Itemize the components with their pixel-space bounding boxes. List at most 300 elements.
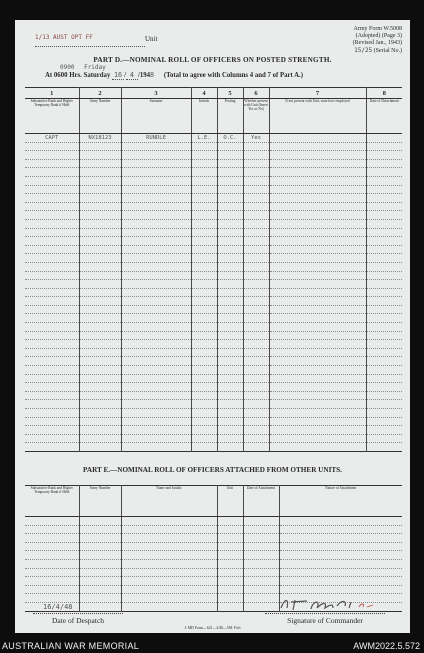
empty-cell: [79, 525, 121, 534]
empty-row: [25, 585, 402, 594]
empty-cell: [269, 331, 366, 340]
empty-row: [25, 202, 402, 211]
form-number: Army Form W.5008: [353, 26, 402, 32]
empty-cell: [121, 417, 191, 426]
empty-cell: [79, 348, 121, 357]
empty-cell: [269, 254, 366, 263]
empty-cell: [366, 142, 402, 151]
empty-cell: [25, 245, 79, 254]
cell-posting: O.C.: [217, 134, 243, 143]
empty-cell: [25, 202, 79, 211]
signature-line: [265, 613, 385, 614]
empty-cell: [217, 357, 243, 366]
empty-row: [25, 314, 402, 323]
empty-cell: [79, 211, 121, 220]
empty-cell: [243, 542, 279, 551]
empty-cell: [243, 551, 279, 560]
empty-cell: [121, 194, 191, 203]
empty-cell: [79, 400, 121, 409]
empty-row: [25, 357, 402, 366]
empty-cell: [217, 194, 243, 203]
empty-cell: [217, 602, 243, 611]
empty-cell: [121, 219, 191, 228]
empty-cell: [243, 280, 269, 289]
empty-cell: [269, 314, 366, 323]
empty-cell: [25, 534, 79, 543]
empty-cell: [121, 400, 191, 409]
form-reference: [353, 26, 402, 55]
empty-cell: [243, 254, 269, 263]
empty-cell: [243, 568, 279, 577]
empty-cell: [279, 559, 402, 568]
column-header-name: Name and Initials: [121, 486, 217, 517]
empty-cell: [243, 434, 269, 443]
empty-row: [25, 577, 402, 586]
empty-cell: [366, 417, 402, 426]
column-header-row: [25, 99, 402, 134]
empty-cell: [217, 542, 243, 551]
empty-cell: [191, 228, 217, 237]
empty-cell: [243, 245, 269, 254]
empty-cell: [25, 374, 79, 383]
empty-cell: [279, 577, 402, 586]
empty-cell: [121, 434, 191, 443]
column-header-attachment-nature: Nature of Attachment: [279, 486, 402, 517]
empty-cell: [366, 185, 402, 194]
empty-cell: [279, 568, 402, 577]
empty-cell: [79, 194, 121, 203]
empty-row: [25, 211, 402, 220]
empty-cell: [217, 340, 243, 349]
empty-cell: [191, 151, 217, 160]
empty-cell: [25, 559, 79, 568]
empty-cell: [121, 559, 217, 568]
serial-label: (Serial No.): [373, 48, 402, 54]
empty-cell: [243, 409, 269, 418]
empty-cell: [79, 366, 121, 375]
empty-cell: [25, 568, 79, 577]
empty-cell: [191, 159, 217, 168]
empty-cell: [279, 525, 402, 534]
empty-cell: [121, 271, 191, 280]
empty-cell: [191, 323, 217, 332]
empty-cell: [217, 142, 243, 151]
empty-cell: [121, 245, 191, 254]
empty-cell: [191, 443, 217, 452]
column-header-rank: Substantive Rank and Higher Temporary Rank if Held: [25, 99, 79, 134]
empty-cell: [25, 211, 79, 220]
empty-cell: [25, 525, 79, 534]
empty-cell: [25, 383, 79, 392]
empty-cell: [269, 400, 366, 409]
empty-cell: [25, 443, 79, 452]
empty-row: [25, 568, 402, 577]
empty-cell: [121, 568, 217, 577]
empty-row: [25, 237, 402, 246]
empty-cell: [79, 357, 121, 366]
empty-row: [25, 254, 402, 263]
empty-row: [25, 400, 402, 409]
empty-cell: [366, 194, 402, 203]
empty-cell: [25, 434, 79, 443]
empty-cell: [269, 297, 366, 306]
empty-cell: [269, 219, 366, 228]
empty-cell: [25, 151, 79, 160]
empty-cell: [79, 594, 121, 603]
column-header-posting: Posting: [217, 99, 243, 134]
empty-cell: [25, 176, 79, 185]
empty-cell: [25, 417, 79, 426]
empty-cell: [217, 568, 243, 577]
empty-cell: [25, 366, 79, 375]
empty-cell: [243, 262, 269, 271]
unit-field: 1/13 AUST OPT FF: [35, 34, 145, 47]
empty-cell: [79, 262, 121, 271]
empty-cell: [217, 383, 243, 392]
empty-cell: [269, 426, 366, 435]
empty-cell: [121, 517, 217, 526]
empty-cell: [25, 357, 79, 366]
empty-cell: [79, 568, 121, 577]
empty-row: [25, 409, 402, 418]
empty-cell: [366, 434, 402, 443]
empty-cell: [25, 168, 79, 177]
serial-value: 15/25: [354, 47, 373, 54]
empty-cell: [366, 383, 402, 392]
empty-cell: [243, 228, 269, 237]
empty-cell: [121, 280, 191, 289]
empty-cell: [121, 254, 191, 263]
empty-cell: [191, 280, 217, 289]
empty-cell: [243, 323, 269, 332]
empty-cell: [25, 594, 79, 603]
column-number: 8: [366, 88, 402, 99]
empty-cell: [366, 331, 402, 340]
empty-cell: [79, 254, 121, 263]
empty-row: [25, 559, 402, 568]
part-d-empty-rows: [25, 142, 402, 451]
empty-cell: [79, 288, 121, 297]
empty-cell: [79, 551, 121, 560]
empty-row: [25, 417, 402, 426]
empty-row: [25, 426, 402, 435]
empty-cell: [243, 357, 269, 366]
empty-cell: [269, 245, 366, 254]
empty-row: [25, 280, 402, 289]
empty-row: [25, 534, 402, 543]
empty-cell: [366, 348, 402, 357]
empty-cell: [217, 219, 243, 228]
empty-cell: [191, 202, 217, 211]
empty-row: [25, 366, 402, 375]
empty-cell: [25, 219, 79, 228]
empty-cell: [217, 391, 243, 400]
empty-cell: [243, 585, 279, 594]
empty-cell: [79, 409, 121, 418]
handwritten-day: Friday: [84, 64, 106, 71]
empty-cell: [269, 271, 366, 280]
empty-cell: [269, 280, 366, 289]
empty-cell: [79, 168, 121, 177]
empty-cell: [217, 288, 243, 297]
empty-cell: [79, 219, 121, 228]
empty-cell: [25, 297, 79, 306]
empty-cell: [217, 254, 243, 263]
empty-cell: [366, 151, 402, 160]
empty-cell: [217, 594, 243, 603]
empty-cell: [79, 305, 121, 314]
empty-cell: [191, 245, 217, 254]
empty-cell: [366, 400, 402, 409]
empty-cell: [79, 331, 121, 340]
empty-cell: [269, 142, 366, 151]
empty-cell: [25, 517, 79, 526]
empty-row: [25, 194, 402, 203]
empty-cell: [25, 288, 79, 297]
empty-cell: [269, 391, 366, 400]
empty-cell: [366, 340, 402, 349]
column-number: 7: [269, 88, 366, 99]
despatch-line: [33, 613, 123, 614]
empty-cell: [243, 534, 279, 543]
empty-cell: [279, 534, 402, 543]
empty-cell: [366, 211, 402, 220]
empty-cell: [79, 185, 121, 194]
empty-cell: [366, 271, 402, 280]
empty-cell: [269, 305, 366, 314]
empty-cell: [366, 288, 402, 297]
date-month: 4: [126, 71, 138, 80]
empty-cell: [191, 383, 217, 392]
empty-cell: [121, 202, 191, 211]
empty-row: [25, 176, 402, 185]
total-note: (Total to agree with Columns 4 and 7 of Part A.): [163, 72, 303, 79]
empty-row: [25, 340, 402, 349]
empty-cell: [217, 168, 243, 177]
empty-cell: [217, 434, 243, 443]
empty-cell: [243, 297, 269, 306]
column-header-unit: Unit: [217, 486, 243, 517]
empty-cell: [25, 142, 79, 151]
empty-cell: [79, 443, 121, 452]
empty-cell: [243, 366, 269, 375]
printer-imprint: J. MD Form—621—2/46—5M. Fols: [184, 626, 241, 630]
empty-cell: [217, 366, 243, 375]
part-d-title: PART D.—NOMINAL ROLL OF OFFICERS ON POSTED STRENGTH.: [93, 56, 332, 64]
empty-cell: [25, 542, 79, 551]
empty-cell: [217, 176, 243, 185]
empty-row: [25, 323, 402, 332]
empty-cell: [243, 517, 279, 526]
empty-cell: [217, 331, 243, 340]
empty-cell: [217, 559, 243, 568]
empty-cell: [79, 391, 121, 400]
empty-cell: [269, 443, 366, 452]
empty-cell: [279, 517, 402, 526]
empty-cell: [79, 534, 121, 543]
cell-present: Yes: [243, 134, 269, 143]
empty-cell: [79, 237, 121, 246]
empty-cell: [79, 602, 121, 611]
empty-cell: [25, 391, 79, 400]
empty-cell: [366, 202, 402, 211]
empty-cell: [79, 159, 121, 168]
part-e-title: PART E.—NOMINAL ROLL OF OFFICERS ATTACHED FROM OTHER UNITS.: [83, 466, 342, 474]
empty-row: [25, 159, 402, 168]
empty-cell: [121, 159, 191, 168]
empty-cell: [121, 331, 191, 340]
empty-cell: [243, 305, 269, 314]
empty-cell: [269, 176, 366, 185]
empty-cell: [121, 168, 191, 177]
column-number-row: [25, 88, 402, 99]
empty-cell: [121, 185, 191, 194]
empty-cell: [366, 228, 402, 237]
empty-cell: [121, 228, 191, 237]
empty-cell: [25, 305, 79, 314]
empty-cell: [243, 443, 269, 452]
column-number: 6: [243, 88, 269, 99]
empty-cell: [243, 211, 269, 220]
empty-cell: [121, 176, 191, 185]
empty-cell: [121, 340, 191, 349]
empty-cell: [269, 202, 366, 211]
empty-cell: [269, 383, 366, 392]
empty-cell: [25, 280, 79, 289]
empty-cell: [121, 594, 217, 603]
empty-cell: [217, 551, 243, 560]
table-row: [25, 134, 402, 143]
date-year-prefix: /194: [137, 72, 151, 79]
empty-cell: [243, 602, 279, 611]
date-day: 16: [113, 71, 123, 79]
empty-row: [25, 271, 402, 280]
strength-date-line: At 0600 Hrs. Saturday 16 / 4 /1948 (Total to agree with Columns 4 and 7 of Part A.): [45, 71, 303, 79]
empty-cell: [79, 176, 121, 185]
empty-cell: [366, 245, 402, 254]
empty-cell: [217, 577, 243, 586]
empty-cell: [25, 159, 79, 168]
empty-cell: [243, 340, 269, 349]
empty-cell: [121, 151, 191, 160]
empty-cell: [25, 426, 79, 435]
empty-cell: [25, 254, 79, 263]
empty-cell: [269, 409, 366, 418]
empty-cell: [243, 426, 269, 435]
column-header-army-number: Army Number: [79, 486, 121, 517]
empty-cell: [121, 262, 191, 271]
empty-cell: [191, 400, 217, 409]
empty-cell: [366, 254, 402, 263]
empty-cell: [79, 542, 121, 551]
empty-cell: [121, 237, 191, 246]
empty-cell: [191, 348, 217, 357]
at-prefix: At: [45, 72, 53, 79]
empty-cell: [269, 434, 366, 443]
empty-cell: [243, 288, 269, 297]
cell-rank: CAPT: [25, 134, 79, 143]
empty-cell: [217, 305, 243, 314]
empty-row: [25, 228, 402, 237]
empty-cell: [121, 383, 191, 392]
empty-cell: [25, 314, 79, 323]
empty-cell: [121, 142, 191, 151]
empty-cell: [25, 271, 79, 280]
signature-label: Signature of Commander: [287, 616, 363, 625]
empty-cell: [25, 323, 79, 332]
empty-cell: [366, 391, 402, 400]
empty-cell: [25, 194, 79, 203]
empty-cell: [243, 559, 279, 568]
empty-row: [25, 525, 402, 534]
empty-row: [25, 542, 402, 551]
empty-cell: [243, 391, 269, 400]
empty-cell: [217, 525, 243, 534]
archive-credit: AUSTRALIAN WAR MEMORIAL: [2, 641, 140, 651]
empty-cell: [269, 357, 366, 366]
empty-cell: [79, 297, 121, 306]
empty-cell: [279, 551, 402, 560]
empty-cell: [217, 271, 243, 280]
empty-row: [25, 185, 402, 194]
empty-cell: [243, 577, 279, 586]
cell-surname: RUNDLE: [121, 134, 191, 143]
empty-cell: [79, 585, 121, 594]
empty-cell: [121, 357, 191, 366]
empty-cell: [79, 383, 121, 392]
empty-cell: [25, 409, 79, 418]
column-number: 2: [79, 88, 121, 99]
empty-cell: [269, 262, 366, 271]
empty-cell: [79, 434, 121, 443]
empty-cell: [269, 417, 366, 426]
empty-cell: [191, 176, 217, 185]
empty-row: [25, 297, 402, 306]
empty-cell: [366, 237, 402, 246]
empty-cell: [25, 331, 79, 340]
empty-cell: [366, 426, 402, 435]
empty-cell: [79, 142, 121, 151]
empty-cell: [191, 391, 217, 400]
empty-cell: [269, 159, 366, 168]
empty-cell: [217, 426, 243, 435]
empty-cell: [243, 348, 269, 357]
empty-cell: [243, 194, 269, 203]
empty-cell: [269, 323, 366, 332]
empty-cell: [366, 176, 402, 185]
empty-cell: [121, 577, 217, 586]
empty-cell: [217, 211, 243, 220]
empty-cell: [79, 245, 121, 254]
empty-cell: [121, 374, 191, 383]
empty-cell: [121, 426, 191, 435]
time-value: 0600: [53, 72, 68, 79]
empty-cell: [366, 262, 402, 271]
column-number: 5: [217, 88, 243, 99]
empty-cell: [121, 211, 191, 220]
empty-row: [25, 262, 402, 271]
commander-signature: [277, 596, 377, 614]
empty-cell: [25, 340, 79, 349]
column-header-surname: Surname: [121, 99, 191, 134]
empty-cell: [279, 585, 402, 594]
despatch-date-value: 16/4/48: [43, 603, 73, 611]
empty-cell: [243, 374, 269, 383]
empty-cell: [191, 185, 217, 194]
despatch-label: Date of Despatch: [51, 616, 105, 625]
empty-cell: [366, 168, 402, 177]
empty-cell: [79, 323, 121, 332]
